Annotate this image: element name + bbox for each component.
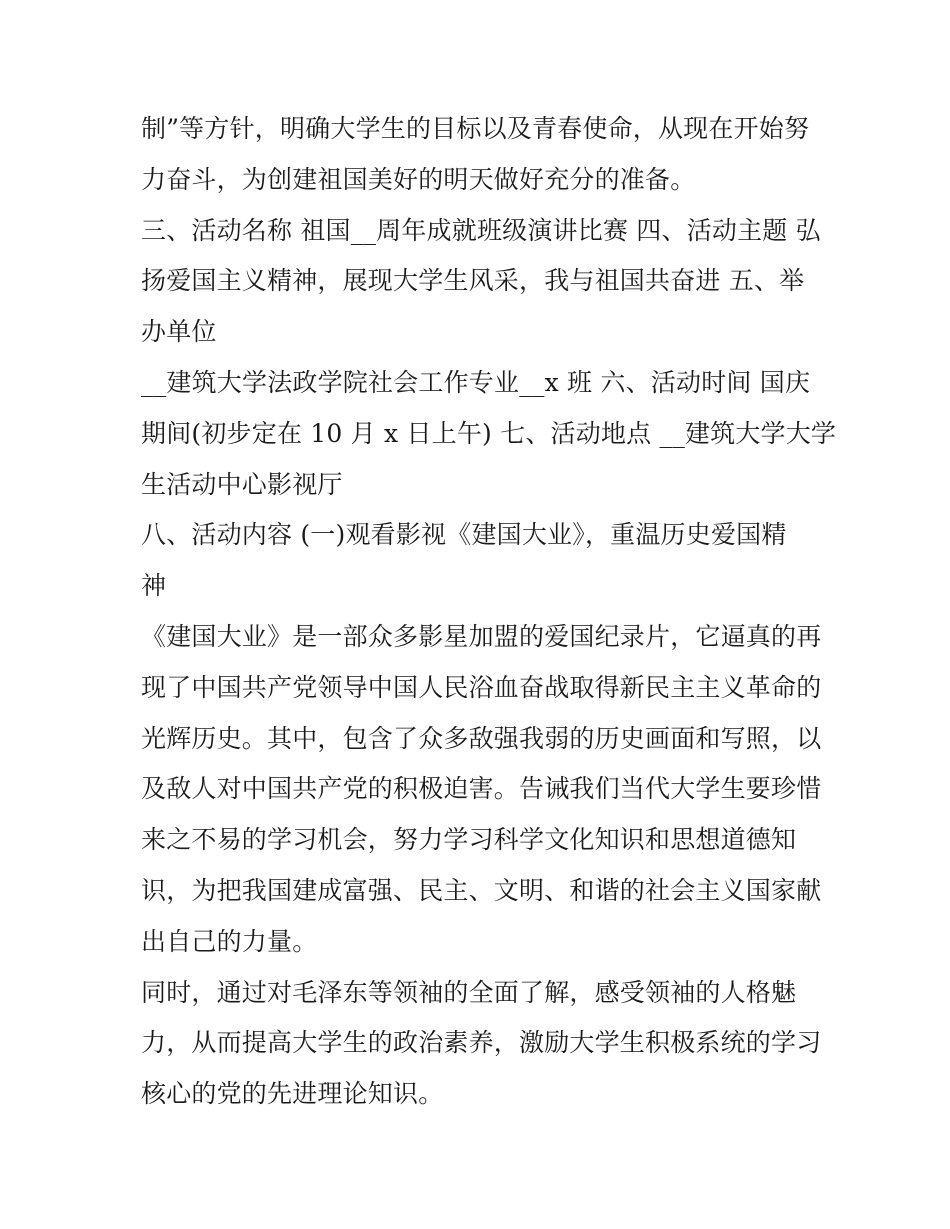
text-line: 核心的党的先进理论知识。 — [141, 1079, 444, 1109]
text-line: 来之不易的学习机会，努力学习科学文化知识和思想道德知 — [141, 825, 797, 855]
text-line: 出自己的力量。 — [141, 926, 318, 956]
document-body — [141, 104, 837, 1120]
text-line: 神 — [141, 571, 167, 601]
text-line: 同时，通过对毛泽东等领袖的全面了解，感受领袖的人格魅 — [141, 977, 797, 1007]
text-line: __建筑大学法政学院社会工作专业__x 班 六、活动时间 国庆 — [141, 367, 811, 397]
text-line: 生活动中心影视厅 — [141, 469, 343, 499]
text-line: 办单位 — [141, 317, 217, 347]
text-line: 及敌人对中国共产党的积极迫害。告诫我们当代大学生要珍惜 — [141, 774, 822, 804]
text-line: 现了中国共产党领导中国人民浴血奋战取得新民主主义革命的 — [141, 672, 822, 702]
text-line: 制”等方针，明确大学生的目标以及青春使命，从现在开始努 — [141, 114, 810, 143]
text-line: 三、活动名称 祖国__周年成就班级演讲比赛 四、活动主题 弘 — [141, 215, 821, 245]
text-line: 《建国大业》是一部众多影星加盟的爱国纪录片，它逼真的再 — [141, 621, 822, 651]
text-line: 力奋斗，为创建祖国美好的明天做好充分的准备。 — [141, 164, 696, 194]
text-line: 八、活动内容 (一)观看影视《建国大业》，重温历史爱国精 — [141, 520, 787, 550]
text-line: 扬爱国主义精神，展现大学生风采，我与祖国共奋进 五、举 — [141, 266, 805, 296]
text-line: 力，从而提高大学生的政治素养，激励大学生积极系统的学习 — [141, 1028, 822, 1058]
text-line: 识，为把我国建成富强、民主、文明、和谐的社会主义国家献 — [141, 875, 822, 905]
text-line: 光辉历史。其中，包含了众多敌强我弱的历史画面和写照，以 — [141, 723, 822, 753]
text-line: 期间(初步定在 10 月 x 日上午) 七、活动地点 __建筑大学大学 — [141, 418, 837, 448]
